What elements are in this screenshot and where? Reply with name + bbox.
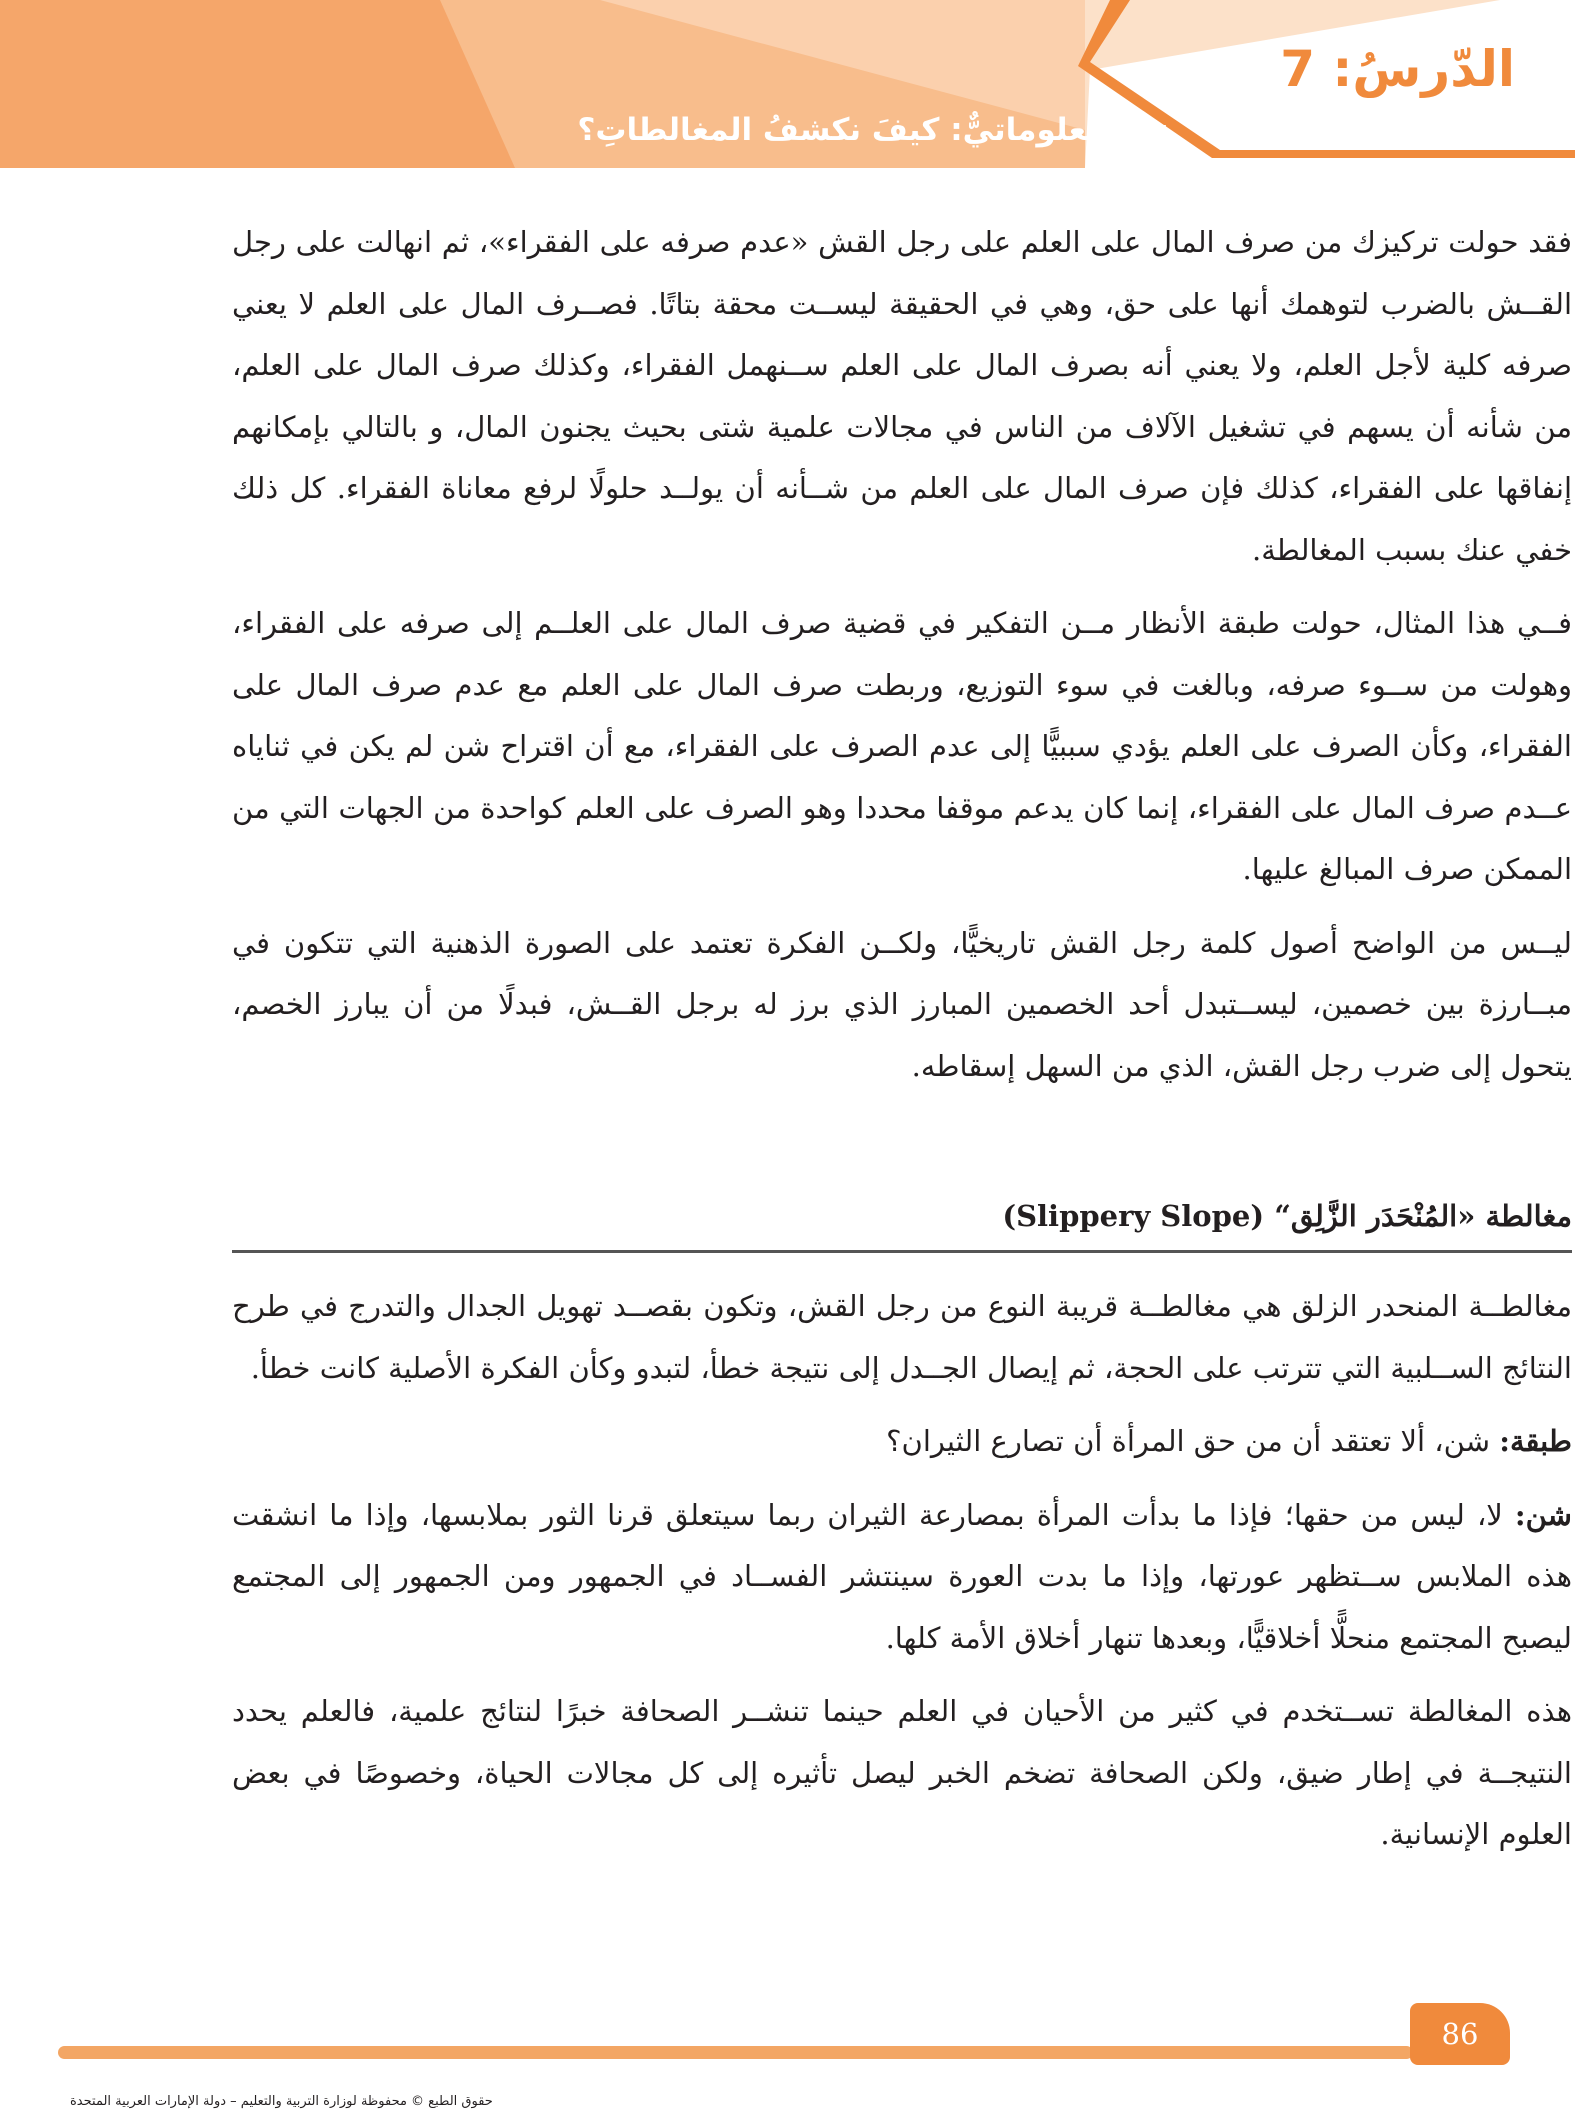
section-heading-ar: مغالطة «المُنْحَدَر الزَّلِق“ (1274, 1199, 1572, 1233)
dialogue-line (232, 1485, 1572, 1670)
header-banner (0, 0, 1575, 210)
section-body (232, 1276, 1572, 1878)
body-text (232, 212, 1572, 1109)
lesson-title: الدّرسُ: 7 (1280, 40, 1515, 98)
footer-bar (58, 2046, 1413, 2059)
dialogue-line (232, 1411, 1572, 1473)
copyright-notice: حقوق الطبع © محفوظة لوزارة التربية والتعليم – دولة الإمارات العربية المتحدة (70, 2094, 493, 2109)
speaker-text: لا، ليس من حقها؛ فإذا ما بدأت المرأة بمصارعة الثيران ربما سيتعلق قرنا الثور بملابسها، وإذا ما انشقت هذه الملابس ســتظهر عورتها، وإذا ما بدت العورة سينتشر الفســاد في الجمهور ومن الجمهور إلى المجتمع ليصبح المجتمع منحلًّا أخلاقيًّا، وبعدها تنهار أخلاق الأمة كلها. (232, 1497, 1572, 1655)
lesson-subtitle: نصٌّ معلوماتيٌّ: كيفَ نكشفُ المغالطاتِ؟ (577, 112, 1170, 148)
section-heading (232, 1186, 1572, 1253)
section-heading-en: (Slippery Slope) (1002, 1199, 1265, 1233)
speaker-name: طبقة: (1499, 1424, 1572, 1458)
speaker-text: شن، ألا تعتقد أن من حق المرأة أن تصارع الثيران؟ (886, 1424, 1500, 1458)
section-closing: هذه المغالطة تســتخدم في كثير من الأحيان في العلم حينما تنشــر الصحافة خبرًا لنتائج علمية، فالعلم يحدد النتيجــة في إطار ضيق، ولكن الصحافة تضخم الخبر ليصل تأثيره إلى كل مجالات الحياة، وخصوصًا في بعض العلوم الإنسانية. (232, 1694, 1572, 1851)
page-number: 86 (1410, 2003, 1510, 2065)
section-intro: مغالطــة المنحدر الزلق هي مغالطــة قريبة النوع من رجل القش، وتكون بقصــد تهويل الجدال والتدرج في طرح النتائج الســلبية التي تترتب على الحجة، ثم إيصال الجــدل إلى نتيجة خطأ، لتبدو وكأن الفكرة الأصلية كانت خطأ. (232, 1289, 1572, 1385)
paragraph: فقد حولت تركيزك من صرف المال على العلم على رجل القش «عدم صرفه على الفقراء»، ثم انهالت على رجل القــش بالضرب لتوهمك أنها على حق، وهي في الحقيقة ليســت محقة بتاتًا. فصــرف المال على العلم لا يعني صرفه كلية لأجل العلم، ولا يعني أنه بصرف المال على العلم ســنهمل الفقراء، وكذلك صرف المال على العلم، من شأنه أن يسهم في تشغيل الآلاف من الناس في مجالات علمية شتى بحيث يجنون المال، و بالتالي بإمكانهم إنفاقها على الفقراء، كذلك فإن صرف المال على العلم من شــأنه أن يولــد حلولًا لرفع معاناة الفقراء. كل ذلك خفي عنك بسبب المغالطة. (232, 225, 1572, 567)
paragraph: فــي هذا المثال، حولت طبقة الأنظار مــن التفكير في قضية صرف المال على العلــم إلى صرفه على الفقراء، وهولت من ســوء صرفه، وبالغت في سوء التوزيع، وربطت صرف المال على العلم مع عدم صرف المال على الفقراء، وكأن الصرف على العلم يؤدي سببيًّا إلى عدم الصرف على الفقراء، مع أن اقتراح شن لم يكن في ثناياه عــدم صرف المال على الفقراء، إنما كان يدعم موقفا محددا وهو الصرف على العلم كواحدة من الجهات التي من الممكن صرف المبالغ عليها. (232, 606, 1572, 886)
paragraph: ليــس من الواضح أصول كلمة رجل القش تاريخيًّا، ولكــن الفكرة تعتمد على الصورة الذهنية التي تتكون في مبــارزة بين خصمين، ليســتبدل أحد الخصمين المبارز الذي برز له برجل القــش، فبدلًا من أن يبارز الخصم، يتحول إلى ضرب رجل القش، الذي من السهل إسقاطه. (232, 925, 1572, 1083)
speaker-name: شن: (1514, 1497, 1572, 1532)
